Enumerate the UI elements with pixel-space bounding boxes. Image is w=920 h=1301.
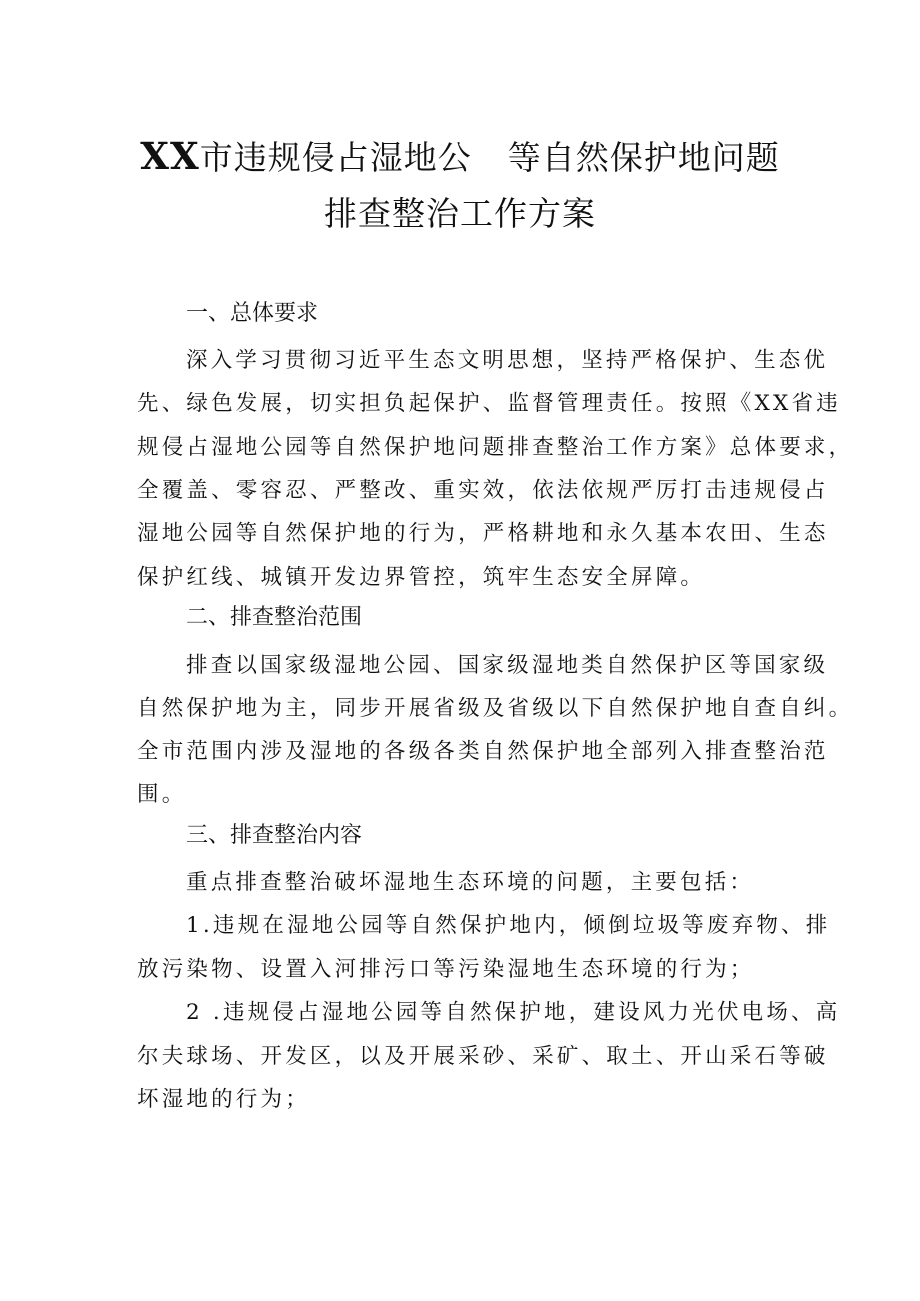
paragraph-line: 先、绿色发展，切实担负起保护、监督管理责任。按照《XX省违 (137, 391, 841, 416)
list-item-line: 放污染物、设置入河排污口等污染湿地生态环境的行为； (137, 957, 755, 982)
paragraph-line: 围。 (137, 782, 187, 807)
list-item-line: 1.违规在湿地公园等自然保护地内，倾倒垃圾等废弃物、排 (186, 913, 831, 938)
paragraph-line: 排查以国家级湿地公园、国家级湿地类自然保护区等国家级 (186, 653, 829, 678)
document-title-line-2: 排查整治工作方案 (324, 194, 596, 233)
paragraph-line: 全覆盖、零容忍、严整改、重实效，依法依规严厉打击违规侵占 (137, 478, 829, 503)
title-part-a: 市违规侵占湿地公 (199, 138, 472, 177)
paragraph-line: 自然保护地为主，同步开展省级及省级以下自然保护地自查自纠。 (137, 696, 854, 721)
paragraph-line: 湿地公园等自然保护地的行为，严格耕地和永久基本农田、生态 (137, 521, 829, 546)
paragraph-line: 重点排查整治破坏湿地生态环境的问题，主要包括： (186, 870, 755, 895)
paragraph-line: 保护红线、城镇开发边界管控，筑牢生态安全屏障。 (137, 565, 706, 590)
title-prefix: XX (140, 134, 200, 178)
document-title-line-1 (0, 132, 920, 179)
section-heading-scope: 二、排查整治范围 (186, 605, 363, 630)
paragraph-line: 规侵占湿地公园等自然保护地问题排查整治工作方案》总体要求， (137, 435, 854, 460)
paragraph-line: 深入学习贯彻习近平生态文明思想，坚持严格保护、生态优 (186, 348, 829, 373)
section-heading-overall-requirements: 一、总体要求 (186, 301, 319, 326)
list-item-line: 2 .违规侵占湿地公园等自然保护地，建设风力光伏电场、高 (186, 1000, 841, 1025)
paragraph-line: 全市范围内涉及湿地的各级各类自然保护地全部列入排查整治范 (137, 739, 829, 764)
title-part-b: 等自然保护地问题 (507, 138, 780, 177)
list-item-line: 坏湿地的行为； (137, 1087, 310, 1112)
section-heading-content: 三、排查整治内容 (186, 823, 363, 848)
list-item-line: 尔夫球场、开发区，以及开展采砂、采矿、取土、开山采石等破 (137, 1044, 829, 1069)
